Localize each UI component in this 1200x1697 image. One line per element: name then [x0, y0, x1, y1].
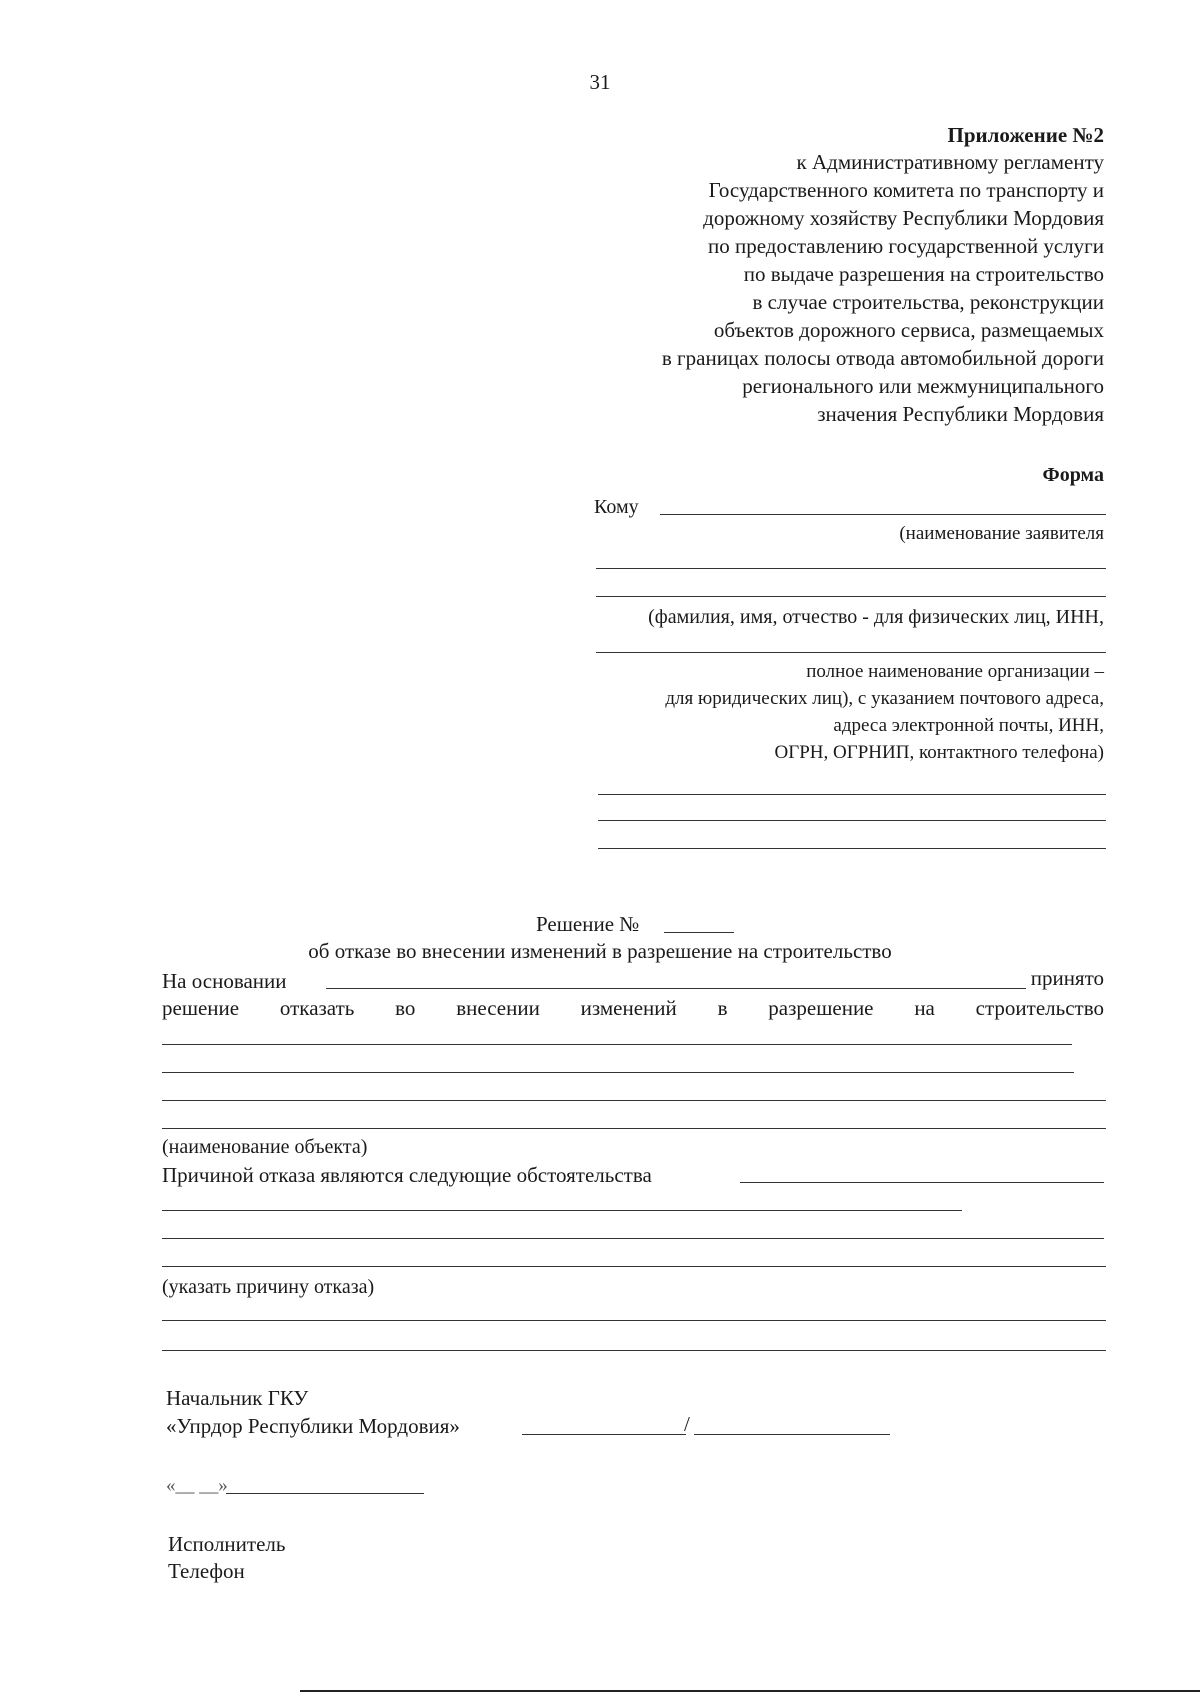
object-hint: (наименование объекта) — [162, 1136, 368, 1158]
appendix-line: регионального или межмуниципального — [742, 374, 1104, 398]
executor-label: Исполнитель — [168, 1532, 286, 1556]
addressee-line[interactable] — [660, 514, 1106, 515]
object-line[interactable] — [162, 1072, 1074, 1073]
reason-line[interactable] — [162, 1210, 962, 1211]
appendix-line: объектов дорожного сервиса, размещаемых — [713, 318, 1104, 342]
reason-line[interactable] — [162, 1238, 1104, 1239]
appendix-title: Приложение №2 — [947, 123, 1104, 147]
reason-line[interactable] — [740, 1182, 1104, 1183]
decision-word: во — [395, 996, 416, 1020]
appendix-line: к Административному регламенту — [796, 150, 1104, 174]
head-organization: «Упрдор Республики Мордовия» — [166, 1414, 460, 1438]
decision-word: изменений — [580, 996, 677, 1020]
head-title: Начальник ГКУ — [166, 1386, 309, 1410]
appendix-line: в границах полосы отвода автомобильной дороги — [661, 346, 1104, 370]
addressee-to-label: Кому — [594, 496, 639, 518]
appendix-line: в случае строительства, реконструкции — [752, 290, 1104, 314]
appendix-line: по предоставлению государственной услуги — [708, 234, 1104, 258]
organization-hint-line: ОГРН, ОГРНИП, контактного телефона) — [774, 742, 1104, 763]
decision-word: разрешение — [768, 996, 874, 1020]
decision-word: отказать — [279, 996, 355, 1020]
appendix-line: по выдаче разрешения на строительство — [743, 262, 1104, 286]
reason-line[interactable] — [162, 1266, 1106, 1267]
appendix-line: значения Республики Мордовия — [817, 402, 1104, 426]
organization-hint-line: для юридических лиц), с указанием почтового адреса, — [665, 688, 1104, 709]
object-line[interactable] — [162, 1044, 1072, 1045]
addressee-line[interactable] — [596, 596, 1106, 597]
decision-word: на — [914, 996, 935, 1020]
signature-name-line[interactable] — [694, 1434, 890, 1435]
decision-word: решение — [162, 996, 240, 1020]
organization-hint-line: адреса электронной почты, ИНН, — [833, 715, 1104, 736]
appendix-line: дорожному хозяйству Республики Мордовия — [703, 206, 1104, 230]
decision-sentence — [162, 994, 1104, 1022]
object-line[interactable] — [162, 1100, 1106, 1101]
decision-title: Решение № — [536, 912, 640, 936]
date-field: «__ __» — [166, 1475, 228, 1496]
organization-hint-line: полное наименование организации – — [806, 661, 1104, 682]
basis-suffix: принято — [1030, 966, 1104, 990]
reason-line[interactable] — [162, 1350, 1106, 1351]
signature-line[interactable] — [522, 1434, 686, 1435]
basis-label: На основании — [162, 969, 287, 993]
decision-word: строительство — [975, 996, 1104, 1020]
object-line[interactable] — [162, 1128, 1106, 1129]
decision-word: внесении — [456, 996, 540, 1020]
signature-slash: / — [684, 1412, 690, 1436]
addressee-line[interactable] — [596, 652, 1106, 653]
appendix-line: Государственного комитета по транспорту и — [708, 178, 1104, 202]
person-details-hint: (фамилия, имя, отчество - для физических лиц, ИНН, — [648, 606, 1104, 628]
decision-word: в — [717, 996, 728, 1020]
reason-hint: (указать причину отказа) — [162, 1276, 375, 1298]
decision-subtitle: об отказе во внесении изменений в разрешение на строительство — [308, 939, 892, 963]
reason-line[interactable] — [162, 1320, 1106, 1321]
phone-label: Телефон — [168, 1559, 245, 1583]
addressee-line[interactable] — [598, 820, 1106, 821]
addressee-line[interactable] — [598, 794, 1106, 795]
date-line[interactable] — [226, 1493, 424, 1494]
addressee-line[interactable] — [596, 568, 1106, 569]
page-number: 31 — [589, 70, 611, 94]
reason-label: Причиной отказа являются следующие обстоятельства — [162, 1163, 652, 1187]
applicant-name-hint: (наименование заявителя — [899, 523, 1104, 544]
addressee-line[interactable] — [598, 848, 1106, 849]
bottom-rule — [300, 1690, 1200, 1692]
basis-line[interactable] — [326, 988, 1026, 989]
decision-number-line[interactable] — [664, 932, 734, 933]
form-label: Форма — [1042, 464, 1104, 486]
